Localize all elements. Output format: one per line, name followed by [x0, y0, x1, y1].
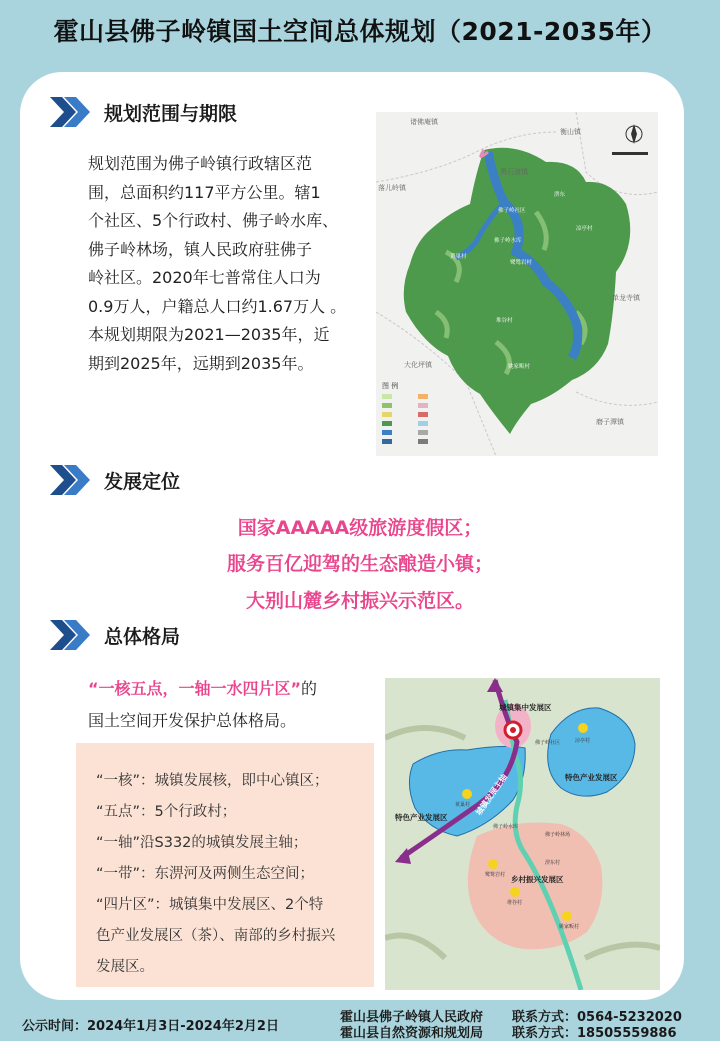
- detail-line: “五点”：5个行政村；: [96, 804, 237, 820]
- village-label: 黄巢村: [455, 802, 471, 808]
- contact-phone: 联系方式：18505559886: [512, 1026, 677, 1041]
- detail-line: “一带”：东淠河及两侧生态空间；: [96, 866, 315, 882]
- positioning-line: 大别山麓乡村振兴示范区。: [245, 590, 474, 612]
- layout-highlight-tail: 的: [301, 679, 318, 698]
- village-label: 凉亭村: [575, 738, 591, 744]
- village-label: 姚家畈村: [559, 924, 580, 930]
- legend-title: 图 例: [382, 382, 399, 390]
- detail-line: 色产业发展区（茶）、南部的乡村振兴: [96, 928, 336, 944]
- double-chevron-icon: [50, 465, 90, 495]
- rural-zone: [468, 823, 603, 950]
- inner-label: 鹭鸶岩村: [510, 260, 533, 266]
- layout-highlight: “一核五点，一轴一水四片区”: [88, 679, 302, 698]
- contact-phone: 联系方式：0564-5232020: [512, 1010, 682, 1025]
- neighbor-label: 诸佛庵镇: [410, 118, 438, 126]
- inner-label: 姚家畈村: [508, 364, 531, 370]
- detail-line: “一核”：城镇发展核，即中心镇区；: [96, 773, 329, 789]
- section-heading-scope: [50, 97, 237, 127]
- organization: 霍山县佛子岭镇人民政府: [340, 1010, 484, 1025]
- section-title: 总体格局: [104, 625, 181, 648]
- detail-line: “四片区”：城镇集中发展区、2个特: [96, 897, 324, 913]
- village-label: 淠东村: [545, 860, 561, 866]
- neighbor-label: 黑石渡镇: [500, 168, 528, 176]
- text-line: 期到2025年，远期到2035年。: [88, 353, 314, 373]
- text-line: 本规划期限为2021—2035年，近: [88, 325, 330, 344]
- double-chevron-icon: [50, 97, 90, 127]
- layout-intro-line2: 国土空间开发保护总体格局。: [88, 711, 297, 730]
- scope-paragraph: [88, 150, 378, 378]
- village-label: 佛子岭社区: [535, 740, 561, 746]
- layout-intro: [88, 676, 317, 699]
- inner-label: 佛子岭社区: [498, 208, 526, 214]
- inner-label: 凉亭村: [576, 226, 593, 232]
- layout-detail-box: [76, 743, 374, 987]
- zone-label: 特色产业发展区: [565, 773, 618, 782]
- detail-line: 发展区。: [96, 959, 154, 975]
- neighbor-label: 衡山镇: [560, 128, 581, 136]
- text-line: 围，总面积约117平方公里。辖1: [88, 182, 321, 202]
- positioning-line: 国家AAAAA级旅游度假区；: [237, 517, 483, 539]
- zone-label: 城镇集中发展区: [499, 703, 552, 712]
- detail-line: “一轴”沿S332的城镇发展主轴；: [96, 835, 308, 851]
- neighbor-label: 落儿岭镇: [378, 184, 406, 192]
- axis-label: 城镇发展主轴: [474, 772, 510, 818]
- section-title: 发展定位: [104, 470, 181, 493]
- double-chevron-icon: [50, 620, 90, 650]
- text-line: 佛子岭林场，镇人民政府驻佛子: [88, 239, 313, 259]
- positioning-line: 服务百亿迎驾的生态酿造小镇；: [226, 553, 493, 575]
- section-heading-positioning: [50, 465, 180, 495]
- text-line: 规划范围为佛子岭镇行政辖区范: [88, 154, 313, 173]
- village-label: 堆谷村: [507, 900, 523, 906]
- administrative-map: [376, 112, 658, 456]
- neighbor-label: 单龙寺镇: [612, 294, 640, 302]
- inner-label: 淠东: [554, 192, 566, 198]
- neighbor-label: 磨子潭镇: [596, 418, 624, 426]
- page-title: 霍山县佛子岭镇国土空间总体规划（2021-2035年）: [53, 17, 667, 46]
- inner-label: 黄巢村: [450, 254, 467, 260]
- spatial-pattern-map: [385, 678, 660, 990]
- village-label: 佛子岭水库: [493, 824, 519, 830]
- village-label: 佛子岭林场: [545, 832, 571, 838]
- text-line: 个社区、5个行政村、佛子岭水库、: [88, 211, 339, 230]
- zone-label: 特色产业发展区: [395, 813, 448, 822]
- text-line: 岭社区。2020年七普常住人口为: [88, 268, 321, 287]
- section-heading-layout: [50, 620, 180, 650]
- village-label: 鹭鸶岩村: [485, 872, 506, 878]
- inner-label: 佛子岭水库: [494, 238, 522, 244]
- inner-label: 堆谷村: [496, 318, 513, 324]
- neighbor-label: 大化坪镇: [404, 361, 432, 369]
- section-title: 规划范围与期限: [104, 102, 238, 125]
- zone-label: 乡村振兴发展区: [511, 875, 564, 884]
- text-line: 0.9万人，户籍总人口约1.67万人 。: [88, 296, 347, 316]
- organization: 霍山县自然资源和规划局: [340, 1026, 484, 1041]
- publication-date: 公示时间：2024年1月3日-2024年2月2日: [22, 1019, 279, 1034]
